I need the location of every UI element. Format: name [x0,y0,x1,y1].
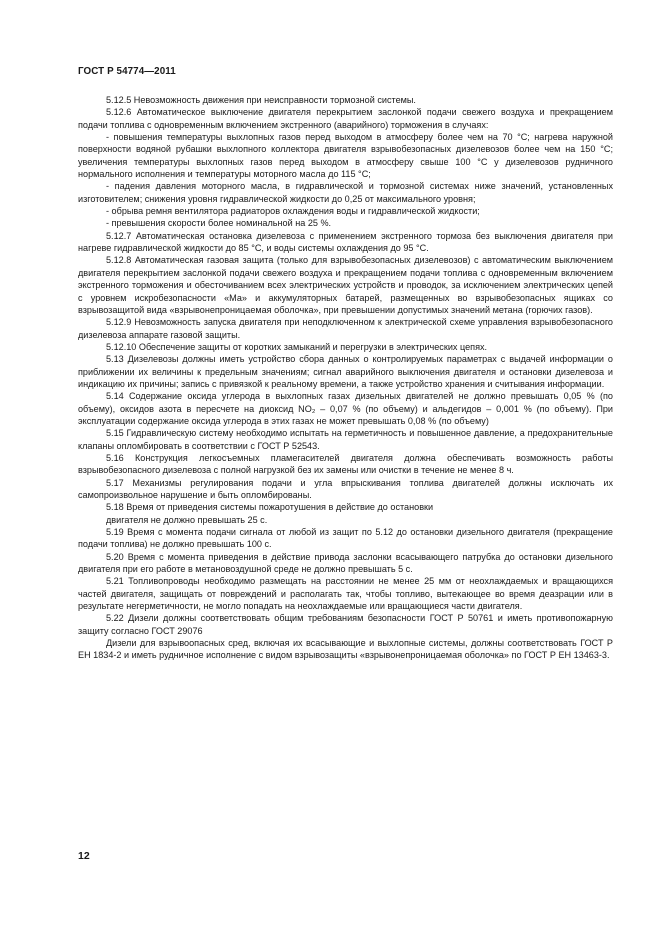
paragraph-5-12-8: 5.12.8 Автоматическая газовая защита (только для взрывобезопасных дизелевозов) с автоматическим выключением двигателя перекрытием заслонкой подачи свежего воздуха и прекращением подачи топлива с одновременным включением экстренного торможения и обесточиванием всех электрических устройств и проводок, за исключением электрических цепей с уровнем искробезопасности «Ма» и аккумуляторных батарей, размещенных во взрывобезопасных ящиках со взрывозащитой вида «взрывонепроницаемая оболочка», при превышении допустимых значений метана (горючих газов). [78,255,613,315]
paragraph-5-22-explosive: Дизели для взрывоопасных сред, включая их всасывающие и выхлопные системы, должны соответствовать ГОСТ Р ЕН 1834-2 и иметь рудничное исполнение с видом взрывозащиты «взрывонепроницаемая оболочка» по ГОСТ Р ЕН 13463-3. [78,638,613,661]
paragraph-5-14: 5.14 Содержание оксида углерода в выхлопных газах дизельных двигателей не должно превышать 0,05 % (по объему), оксидов азота в пересчете на диоксид NO₂ – 0,07 % (по объему) и альдегидов – 0,001 % (по объему). При эксплуатации содержание оксида углерода в этих газах не может превышать 0,08 % (по объему) [78,391,613,426]
paragraph-5-18-continued: двигателя не должно превышать 25 с. [106,514,268,525]
document-body [78,94,613,662]
paragraph-5-22: 5.22 Дизели должны соответствовать общим требованиям безопасности ГОСТ Р 50761 и иметь противопожарную защиту согласно ГОСТ 29076 [78,613,613,636]
paragraph-5-20: 5.20 Время с момента приведения в действие привода заслонки всасывающего патрубка до остановки дизельного двигателя при его работе в метановоздушной среде не должно превышать 5 с. [78,551,613,575]
list-item-oil-pressure: - падения давления моторного масла, в гидравлической и тормозной системах ниже значений, установленных изготовителем; снижения уровня гидравлической жидкости до 0,25 от максимального уровня; [78,181,613,204]
paragraph-5-15: 5.15 Гидравлическую систему необходимо испытать на герметичность и повышенное давление, а предохранительные клапаны опломбировать в соответствии с ГОСТ Р 52543. [78,428,613,451]
paragraph-5-12-6: 5.12.6 Автоматическое выключение двигателя перекрытием заслонкой подачи свежего воздуха и прекращением подачи топлива с одновременным включением экстренного (аварийного) торможения в случаях: [78,107,613,130]
document-header: ГОСТ Р 54774—2011 [78,66,176,77]
list-item-fan-belt: - обрыва ремня вентилятора радиаторов охлаждения воды и гидравлической жидкости; [106,206,480,217]
list-item-overspeed: - превышения скорости более номинальной на 25 %. [106,218,332,229]
paragraph-5-12-7: 5.12.7 Автоматическая остановка дизелевоза с применением экстренного тормоза без выключения двигателя при нагреве гидравлической жидкости до 85 °С, и воды системы охлаждения до 95 °С. [78,230,613,254]
paragraph-5-21: 5.21 Топливопроводы необходимо размещать на расстоянии не менее 25 мм от неохлаждаемых и вращающихся частей двигателя, защищать от повреждений и располагать так, чтобы топливо, вытекающее во время деазрации или в результате негерметичности, не могло попадать на неохлаждаемые или вращающиеся части двигателя. [78,576,613,612]
paragraph-5-17: 5.17 Механизмы регулирования подачи и угла впрыскивания топлива двигателей должны исключать их самопроизвольное нарушение и быть опломбированы. [78,477,613,500]
paragraph-5-16: 5.16 Конструкция легкосъемных пламегасителей двигателя должна обеспечивать возможность работы взрывобезопасного дизелевоза с полной нагрузкой без их замены или очистки в течение не менее 8 ч. [78,452,613,476]
paragraph-5-12-10: 5.12.10 Обеспечение защиты от коротких замыканий и перегрузки в электрических цепях. [106,341,488,352]
list-item-exhaust-temperature: - повышения температуры выхлопных газов перед выходом в атмосферу более чем на 70 °С; нагрева наружной поверхности водяной рубашки выхлопного коллектора двигателя взрывобезопасных дизелевозов более чем на 150 °С; увеличения температуры выхлопных газов перед выходом в атмосферу свыше 100 °С у дизелевозов рудничного нормального исполнения и температуры моторного масла до 115 °С; [78,132,613,180]
paragraph-5-19: 5.19 Время с момента подачи сигнала от любой из защит по 5.12 до остановки дизельного двигателя (прекращение подачи топлива) не должно превышать 100 с. [78,527,613,550]
paragraph-5-12-5: 5.12.5 Невозможность движения при неисправности тормозной системы. [106,95,416,105]
page-number: 12 [78,850,90,862]
paragraph-5-18: 5.18 Время от приведения системы пожаротушения в действие до остановки [106,502,434,513]
paragraph-5-12-9: 5.12.9 Невозможность запуска двигателя при неподключенном к электрической схеме управления взрывобезопасного дизелевоза аппарате газовой защиты. [78,317,613,340]
paragraph-5-13: 5.13 Дизелевозы должны иметь устройство сбора данных о контролируемых параметрах с выдачей информации о приближении их величины к предельным значениям; сигнал аварийного выключения двигателя и остановки дизелевоза и индикацию их причины; запись с привязкой к реальному времени, а также устройство хранения и считывания информации. [78,354,613,389]
